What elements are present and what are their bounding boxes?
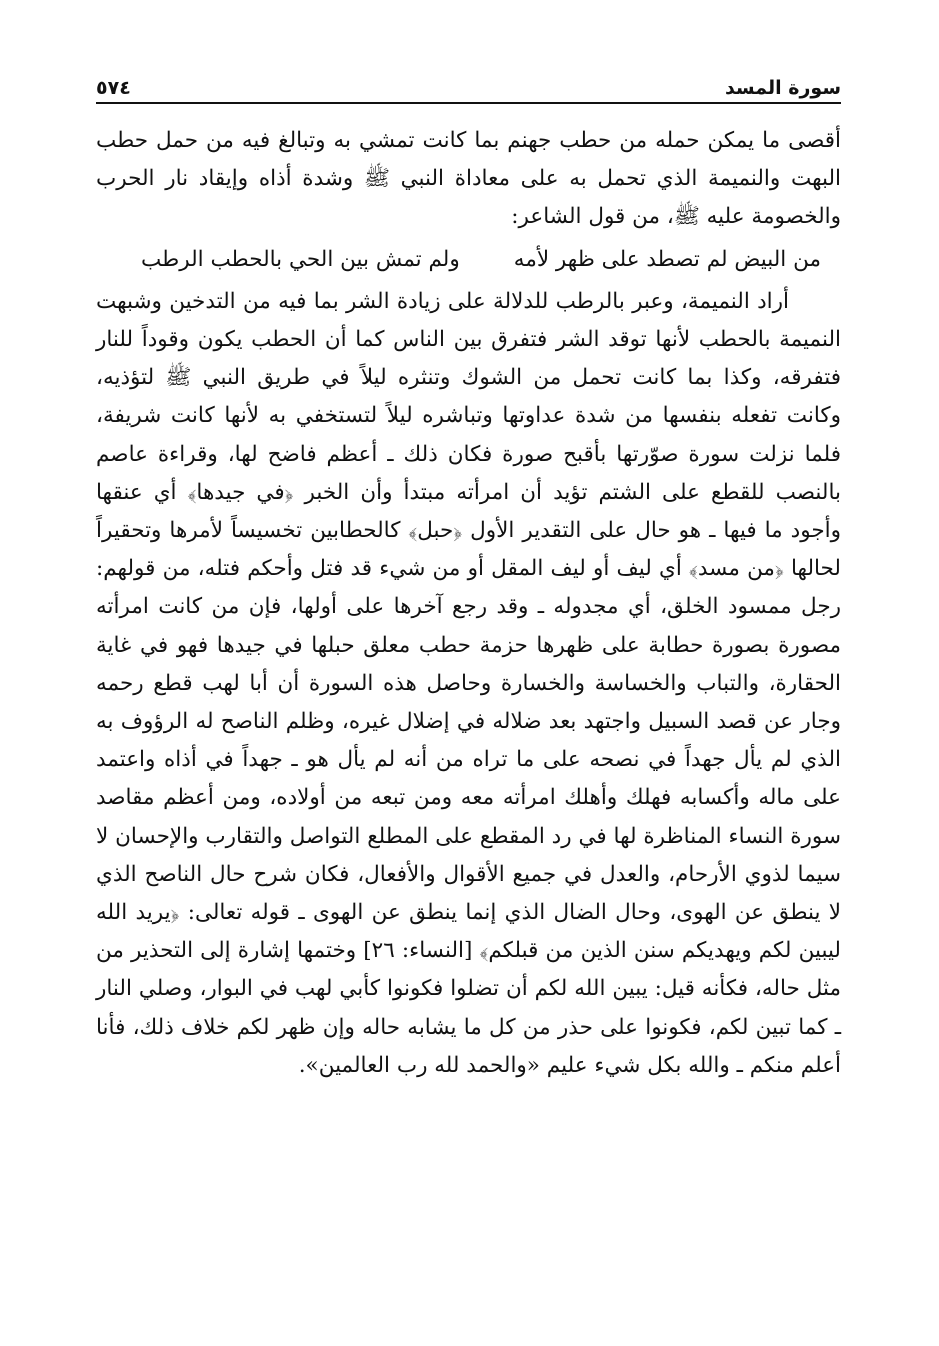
page-header [96,60,841,104]
poem-verse [96,241,841,279]
poem-hemistich-first: من البيض لم تصطد على ظهر لأمه [513,246,821,272]
page-body [96,122,841,1085]
page-number: ٥٧٤ [96,77,131,99]
surah-title: سورة المسد [724,77,841,99]
paragraph-commentary: أراد النميمة، وعبر بالرطب للدلالة على زيادة الشر بما فيه من التدخين وشبهت النميمة بالحطب لأنها توقد الشر فتفرق بين الناس كما أن الحطب يكون وقوداً للنار فتفرقه، وكذا بما كانت تحمل من الشوك وتنثره ليلاً في طريق النبي ﷺ لتؤذيه، وكانت تفعله بنفسها من شدة عداوتها وتباشره ليلاً لتستخفي به لأنها كانت شريفة، فلما نزلت سورة صوّرتها بأقبح صورة فكان ذلك ـ أعظم فاضح لها، وقراءة عاصم بالنصب للقطع على الشتم تؤيد أن امرأته مبتدأ وأن الخبر ﴿في جيدها﴾ أي عنقها وأجود ما فيها ـ هو حال على التقدير الأول ﴿حبل﴾ كالحطابين تخسيساً لأمرها وتحقيراً لحالها ﴿من مسد﴾ أي ليف أو ليف المقل أو من شيء قد فتل وأحكم فتله، من قولهم: رجل ممسود الخلق، أي مجدوله ـ وقد رجع آخرها على أولها، فإن من كانت امرأته مصورة بصورة حطابة على ظهرها حزمة حطب معلق حبلها في جيدها فهو في غاية الحقارة، والتباب والخساسة والخسارة وحاصل هذه السورة أن أبا لهب قطع رحمه وجار عن قصد السبيل واجتهد بعد ضلاله في إضلال غيره، وظلم الناصح له الرؤوف به الذي لم يأل جهداً في نصحه على ما تراه من أنه لم يأل هو ـ جهداً في أذاه واعتمد على ماله وأكسابه فهلك وأهلك امرأته معه ومن تبعه من أولاده، ومن أعظم مقاصد سورة النساء المناظرة لها في رد المقطع على المطلع التواصل والتقارب والإحسان لا سيما لذوي الأرحام، والعدل في جميع الأقوال والأفعال، فكان شرح حال الناصح الذي لا ينطق عن الهوى، وحال الضال الذي إنما ينطق عن الهوى ـ قوله تعالى: ﴿يريد الله ليبين لكم ويهديكم سنن الذين من قبلكم﴾ [النساء: ٢٦] وختمها إشارة إلى التحذير من مثل حاله، فكأنه قيل: يبين الله لكم أن تضلوا فكونوا كأبي لهب في البوار، وصلي النار ـ كما تبين لكم، فكونوا على حذر من كل ما يشابه حاله وإن ظهر لكم خلاف ذلك، فأنا أعلم منكم ـ والله بكل شيء عليم «والحمد لله رب العالمين». [96,288,841,1078]
poem-hemistich-second: ولم تمش بين الحي بالحطب الرطب [141,246,460,272]
paragraph-intro: أقصى ما يمكن حمله من حطب جهنم بما كانت تمشي به وتبالغ فيه من حمل حطب البهت والنميمة الذي تحمل به على معاداة النبي ﷺ وشدة أذاه وإيقاد نار الحرب والخصومة عليه ﷺ، من قول الشاعر: [96,128,841,230]
